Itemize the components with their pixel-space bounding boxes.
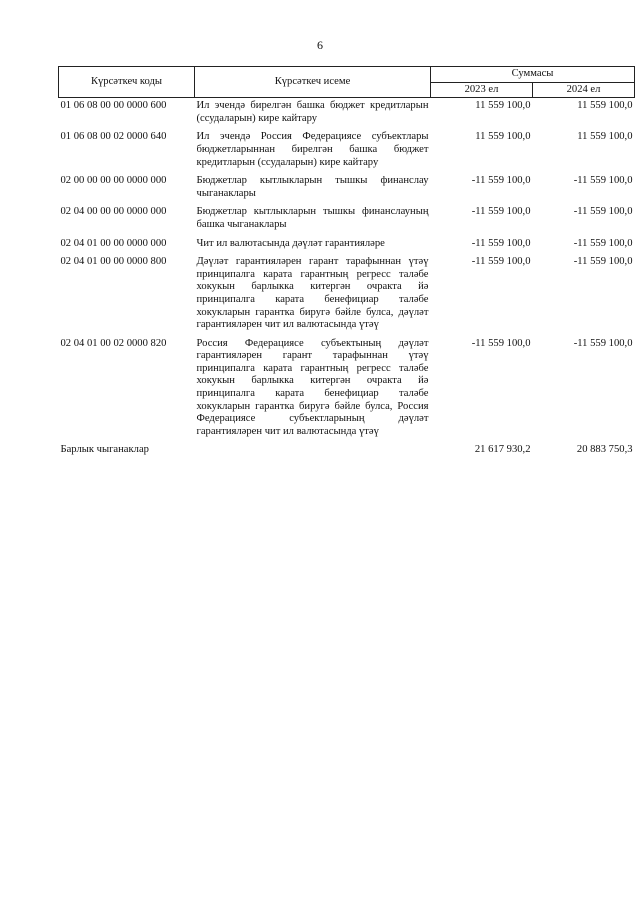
table-row xyxy=(59,204,635,235)
table-row xyxy=(59,98,635,130)
row-value-2023: -11 559 100,0 xyxy=(471,337,531,349)
table-row xyxy=(59,336,635,443)
total-value-2023: 21 617 930,2 xyxy=(474,444,531,456)
row-name: Бюджетлар кытлыкларын тышкы финанслау чыганаклары xyxy=(196,175,429,199)
row-name: Бюджетлар кытлыкларын тышкы финанслауның башка чыганаклары xyxy=(196,206,429,230)
row-value-2023: -11 559 100,0 xyxy=(471,256,531,268)
header-sums: Суммасы xyxy=(431,67,635,83)
row-value-2024: -11 559 100,0 xyxy=(573,175,633,187)
row-value-2024: -11 559 100,0 xyxy=(573,256,633,268)
row-value-2024: -11 559 100,0 xyxy=(573,237,633,249)
row-code: 02 04 01 00 00 0000 000 xyxy=(60,237,167,249)
table-row xyxy=(59,173,635,204)
row-name: Ил эчендә бирелгән башка бюджет кредитларын (ссудаларын) кире кайтару xyxy=(196,100,429,124)
row-code: 02 00 00 00 00 0000 000 xyxy=(60,175,167,187)
row-value-2024: -11 559 100,0 xyxy=(573,337,633,349)
row-name: Россия Федерациясе субъектының дәүләт гарантияләрен гарант тарафыннан үтәү принципалга карата гарантның регресс таләбе хокукын барлыкка китергән очракта йә принципалга карата бенефициар таләбе хокукларын гарантка биругә бәйле булса, Россия Федерациясе субъектларының дәүләт гарантияләрен чит ил валютасында үтәү xyxy=(196,337,429,437)
row-code: 01 06 08 00 00 0000 600 xyxy=(60,100,167,112)
sources-table xyxy=(58,66,635,457)
row-code: 02 04 01 00 00 0000 800 xyxy=(60,256,167,268)
table-row xyxy=(59,129,635,173)
header-year-2024: 2024 ел xyxy=(533,82,635,98)
row-name: Дәүләт гарантияләрен гарант тарафыннан үтәү принципалга карата гарантның регресс таләбе хокукын барлыкка китергән очракта йә принципалга карата бенефициар таләбе хокукларын гарантка биругә бәйле булса, дәүләт гарантияләрен чит ил валютасында үтәү xyxy=(196,256,429,331)
row-name: Ил эчендә Россия Федерациясе субъектлары бюджетларыннан бирелгән башка бюджет кредитларын (ссудаларын) кире кайтару xyxy=(196,131,429,168)
row-value-2024: 11 559 100,0 xyxy=(577,100,633,112)
row-code: 02 04 00 00 00 0000 000 xyxy=(60,206,167,218)
row-value-2023: 11 559 100,0 xyxy=(475,131,531,143)
row-code: 02 04 01 00 02 0000 820 xyxy=(60,337,167,349)
header-year-2023: 2023 ел xyxy=(431,82,533,98)
row-value-2023: -11 559 100,0 xyxy=(471,206,531,218)
row-name: Чит ил валютасында дәүләт гарантияләре xyxy=(196,237,385,249)
header-code: Күрсәткеч коды xyxy=(59,67,195,98)
page-number: 6 xyxy=(317,38,323,52)
row-value-2023: -11 559 100,0 xyxy=(471,175,531,187)
table-body xyxy=(59,98,635,457)
row-value-2024: 11 559 100,0 xyxy=(577,131,633,143)
table-header xyxy=(59,67,635,98)
total-label: Барлык чыганаклар xyxy=(60,444,149,456)
table-row xyxy=(59,254,635,336)
header-name: Күрсәткеч исеме xyxy=(195,67,431,98)
row-value-2023: -11 559 100,0 xyxy=(471,237,531,249)
row-value-2024: -11 559 100,0 xyxy=(573,206,633,218)
total-value-2024: 20 883 750,3 xyxy=(576,444,633,456)
row-value-2023: 11 559 100,0 xyxy=(475,100,531,112)
table-row xyxy=(59,236,635,255)
total-row xyxy=(59,442,635,457)
row-code: 01 06 08 00 02 0000 640 xyxy=(60,131,167,143)
